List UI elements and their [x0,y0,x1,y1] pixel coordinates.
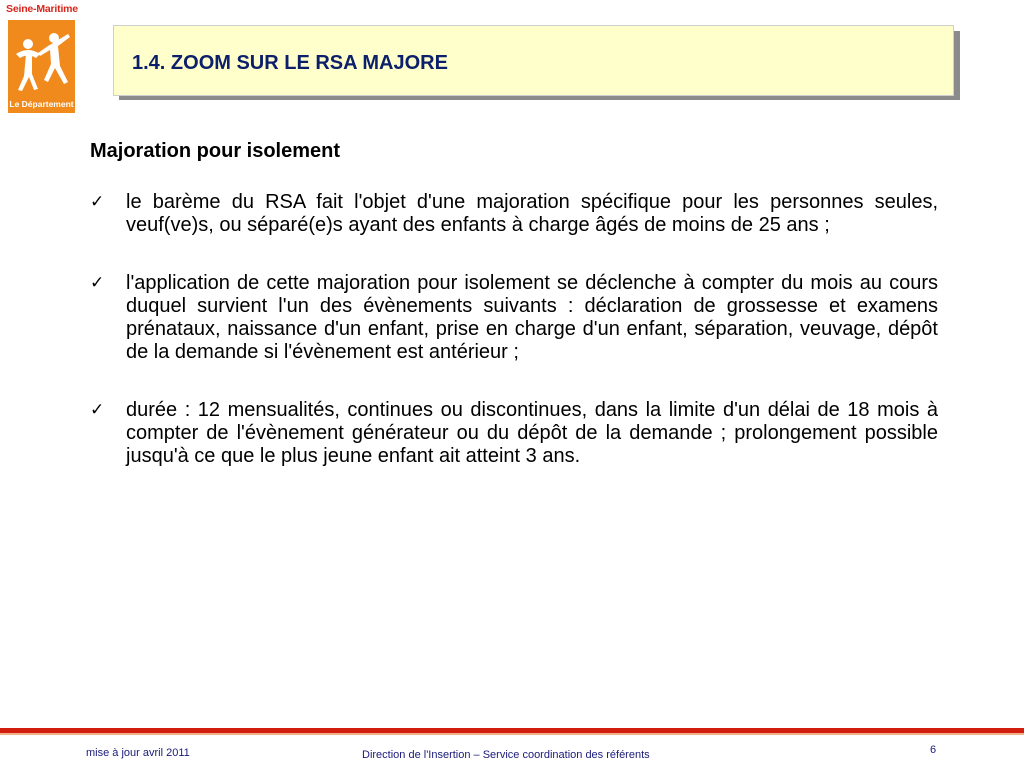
page-number: 6 [930,744,937,756]
bullet-text: durée : 12 mensualités, continues ou discontinues, dans la limite d'un délai de 18 mois à compter de l'évènement générateur ou du dépôt de la demande ; prolongement possible jusqu'à ce que le plus jeune enfant ait atteint 3 ans. [126,399,938,467]
department-logo [3,3,81,113]
checkmark-icon: ✓ [90,192,105,212]
slide-content [90,140,938,503]
footer-date: mise à jour avril 2011 [86,747,190,759]
bullet-item [90,272,938,364]
bullet-text: l'application de cette majoration pour isolement se déclenche à compter du mois au cours duquel survient l'un des évènements suivants : déclaration de grossesse et examens prénataux, naissance d'un enfant, prise en charge d'un enfant, séparation, veuvage, dépôt de la demande si l'évènement est antérieur ; [126,272,938,363]
logo-subtitle: Le Département [9,99,74,109]
logo-name: Seine-Maritime [6,3,78,15]
bullet-item [90,191,938,237]
slide-title: 1.4. ZOOM SUR LE RSA MAJORE [132,52,448,74]
footer-divider [0,728,1024,733]
footer-department: Direction de l'Insertion – Service coordination des référents [362,749,650,761]
title-box [113,25,954,96]
checkmark-icon: ✓ [90,273,105,293]
bullet-list [90,191,938,468]
section-subheading: Majoration pour isolement [90,140,341,162]
bullet-item [90,399,938,468]
checkmark-icon: ✓ [90,400,105,420]
bullet-text: le barème du RSA fait l'objet d'une majoration spécifique pour les personnes seules, veuf(ve)s, ou séparé(e)s ayant des enfants à charge âgés de moins de 25 ans ; [126,191,938,236]
